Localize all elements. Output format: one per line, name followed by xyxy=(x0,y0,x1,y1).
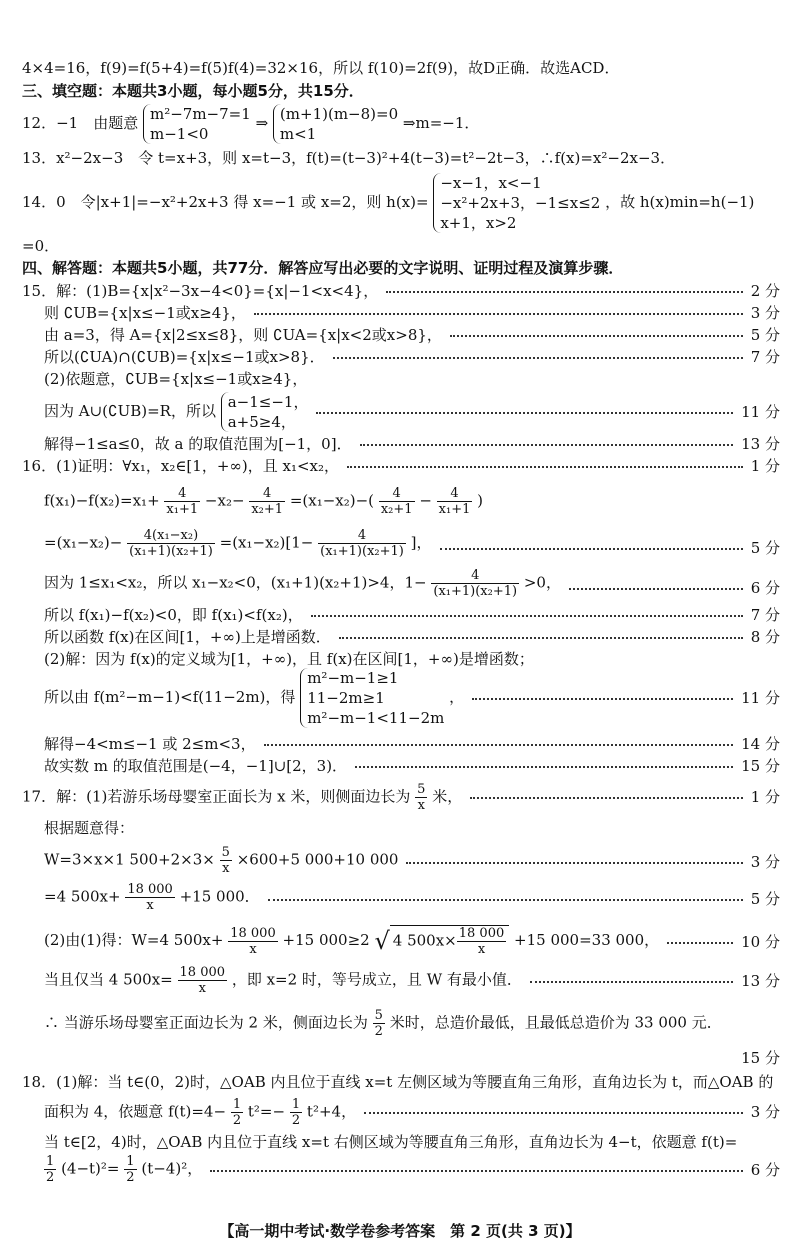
formula-line: (2)由(1)得：W=4 500x+ $\frac{18 000}{x}$ +15 000≥2 √ 4 500x× $\frac{18 000}{x}$ +15 000=33 000， xyxy=(44,925,660,957)
score-mark: 3 分 xyxy=(750,1103,780,1121)
text-line: 当 t∈[2，4)时，△OAB 内且位于直线 x=t 右侧区域为等腰直角三角形，直角边长为 4−t，依题意 f(t)= xyxy=(44,1133,738,1151)
fraction: $\frac{4}{\text{x₁+1}}$ xyxy=(438,486,471,517)
text-line: (2)解：因为 f(x)的定义域为[1，+∞)，且 f(x)在区间[1，+∞)是增函数； xyxy=(44,650,534,668)
formula-line: 17．解：(1)若游乐场母婴室正面长为 x 米，则侧面边长为 $\frac{5}{x}$ 米， xyxy=(22,782,463,813)
fraction: $\frac{1}{2}$ xyxy=(232,1097,242,1128)
equation-system: a−1≤−1， a+5≥4， xyxy=(221,392,309,432)
score-mark: 13 分 xyxy=(741,972,780,990)
dotted-leader xyxy=(472,694,733,700)
dotted-leader xyxy=(440,544,743,550)
score-mark: 14 分 xyxy=(741,735,780,753)
section-heading: 四、解答题：本题共5小题，共77分．解答应写出必要的文字说明、证明过程及演算步骤． xyxy=(22,259,624,277)
formula-line: =(x₁−x₂)− $\frac{\text{4(x₁−x₂)}}{\text{(x₁+1)(x₂+1)}}$ =(x₁−x₂)[1− $\frac{4}{\text{(x₁+1)(x₂+1)}}$ ]， xyxy=(44,528,432,559)
inequality-system: m²−m−1≥1 11−2m≥1 m²−m−1<11−2m xyxy=(300,668,444,728)
dotted-leader xyxy=(470,793,742,799)
fraction: $\frac{5}{2}$ xyxy=(374,1008,383,1039)
score-mark: 5 分 xyxy=(750,326,780,344)
fraction: $\frac{5}{x}$ xyxy=(221,845,230,876)
formula-line: W=3×x×1 500+2×3× $\frac{5}{x}$ ×600+5 000+10 000 xyxy=(44,845,399,876)
text-line: =0． xyxy=(22,237,60,255)
equation-system: m²−7m−7=1 m−1<0 xyxy=(143,104,251,144)
text-line: 解得−4<m≤−1 或 2≤m<3， xyxy=(44,735,256,753)
formula-line: 所以由 f(m²−m−1)<f(11−2m)，得 m²−m−1≥1 11−2m≥1 m²−m−1<11−2m ， xyxy=(44,669,465,727)
text-line: 根据题意得： xyxy=(44,819,135,837)
score-mark: 2 分 xyxy=(750,282,780,300)
radicand: 4 500x× $\frac{18 000}{x}$ xyxy=(390,925,509,957)
problem-12: 12．−1 由题意 m²−7m−7=1 m−1<0 ⇒ (m+1)(m−8)=0 m<1 ⇒m=−1． xyxy=(22,105,480,143)
score-mark: 11 分 xyxy=(741,689,780,707)
score-mark: 7 分 xyxy=(750,348,780,366)
score-mark: 15 分 xyxy=(741,757,780,775)
text-line: 所以(∁UA)∩(∁UB)={x|x≤−1或x>8}． xyxy=(44,348,325,366)
score-mark: 5 分 xyxy=(750,539,780,557)
fraction: $\frac{4}{\text{x₁+1}}$ xyxy=(166,486,199,517)
fraction: $\frac{18 000}{x}$ xyxy=(458,926,505,957)
fraction: $\frac{1}{2}$ xyxy=(126,1154,135,1185)
fraction: $\frac{18 000}{x}$ xyxy=(230,925,276,957)
dotted-leader xyxy=(667,938,733,944)
fraction: $\frac{1}{2}$ xyxy=(46,1154,55,1185)
formula-line: $\frac{1}{2}$ (4−t)²= $\frac{1}{2}$ (t−4)²， xyxy=(46,1154,203,1185)
formula-line: 当且仅当 4 500x= $\frac{18 000}{x}$ ，即 x=2 时，等号成立，且 W 有最小值． xyxy=(44,965,522,996)
dotted-leader xyxy=(530,977,733,983)
formula-line: 面积为 4，依题意 f(t)=4− $\frac{1}{2}$ t²=− $\frac{1}{2}$ t²+4， xyxy=(44,1097,357,1128)
score-mark: 13 分 xyxy=(741,435,780,453)
dotted-leader xyxy=(355,762,733,768)
formula-line: 因为 1≤x₁<x₂，所以 x₁−x₂<0，(x₁+1)(x₂+1)>4，1− $\frac{4}{\text{(x₁+1)(x₂+1)}}$ >0， xyxy=(44,568,561,599)
score-mark: 1 分 xyxy=(750,457,780,475)
text-line: 由 a=3，得 A={x|2≤x≤8}，则 ∁UA={x|x<2或x>8}， xyxy=(44,326,442,344)
dotted-leader xyxy=(268,895,743,901)
score-mark: 3 分 xyxy=(750,853,780,871)
text-line: 因为 A∪(∁UB)=R，所以 a−1≤−1， a+5≥4， xyxy=(44,393,309,431)
text-line: 解得−1≤a≤0，故 a 的取值范围为[−1，0]． xyxy=(44,435,352,453)
fraction: $\frac{18 000}{x}$ xyxy=(127,882,173,913)
dotted-leader xyxy=(360,440,734,446)
text-line: 4×4=16，f(9)=f(5+4)=f(5)f(4)=32×16，所以 f(10)=2f(9)，故D正确．故选ACD． xyxy=(22,59,620,77)
section-heading: 三、填空题：本题共3小题，每小题5分，共15分． xyxy=(22,82,364,100)
problem-13: 13．x²−2x−3 令 t=x+3，则 x=t−3，f(t)=(t−3)²+4(t−3)=t²−2t−3，∴f(x)=x²−2x−3． xyxy=(22,149,676,167)
page-footer: 【高一期中考试·数学卷参考答案 第 2 页(共 3 页)】 xyxy=(219,1222,581,1240)
text-line: 15．解：(1)B={x|x²−3x−4<0}={x|−1<x<4}， xyxy=(22,282,379,300)
dotted-leader xyxy=(364,1108,743,1114)
dotted-leader xyxy=(316,408,733,414)
text-line: 所以函数 f(x)在区间[1，+∞)上是增函数． xyxy=(44,628,331,646)
formula-line: =4 500x+ $\frac{18 000}{x}$ +15 000． xyxy=(44,882,260,913)
formula-line: ∴ 当游乐场母婴室正面边长为 2 米，侧面边长为 $\frac{5}{2}$ 米时，总造价最低，且最低总造价为 33 000 元． xyxy=(44,1008,722,1039)
piecewise-function: −x−1，x<−1 −x²+2x+3，−1≤x≤2 x+1，x>2 xyxy=(433,173,600,233)
dotted-leader xyxy=(210,1166,742,1172)
score-mark: 15 分 xyxy=(741,1049,780,1067)
fraction: $\frac{4}{\text{x₂+1}}$ xyxy=(380,486,413,517)
fraction: $\frac{4}{\text{(x₁+1)(x₂+1)}}$ xyxy=(433,568,518,599)
fraction: $\frac{18 000}{x}$ xyxy=(179,965,226,996)
dotted-leader xyxy=(406,858,742,864)
problem-14: 14．0 令|x+1|=−x²+2x+3 得 x=−1 或 x=2，则 h(x)= −x−1，x<−1 −x²+2x+3，−1≤x≤2 x+1，x>2 ，故 h(x)min=h(−1) xyxy=(22,174,755,232)
dotted-leader xyxy=(339,633,743,639)
sqrt-icon: √ xyxy=(374,927,390,955)
score-mark: 6 分 xyxy=(750,1161,780,1179)
fraction: $\frac{4}{\text{(x₁+1)(x₂+1)}}$ xyxy=(320,528,404,559)
dotted-leader xyxy=(450,331,743,337)
text-line: 所以 f(x₁)−f(x₂)<0，即 f(x₁)<f(x₂)， xyxy=(44,606,303,624)
score-mark: 8 分 xyxy=(750,628,780,646)
formula-line: f(x₁)−f(x₂)=x₁+ $\frac{4}{\text{x₁+1}}$ −x₂− $\frac{4}{\text{x₂+1}}$ =(x₁−x₂)−( $\frac{4}{\text{x₂+1}}$ − $\frac{4}{\text{x₁+1}}$ ) xyxy=(44,486,484,517)
score-mark: 10 分 xyxy=(741,933,780,951)
text-line: (2)依题意，∁UB={x|x≤−1或x≥4}， xyxy=(44,370,308,388)
text-line: 则 ∁UB={x|x≤−1或x≥4}， xyxy=(44,304,246,322)
equation-system: (m+1)(m−8)=0 m<1 xyxy=(273,104,398,144)
fraction: $\frac{4}{\text{x₂+1}}$ xyxy=(251,486,284,517)
dotted-leader xyxy=(254,309,743,315)
text-line: 16．(1)证明：∀x₁，x₂∈[1，+∞)，且 x₁<x₂， xyxy=(22,457,340,475)
dotted-leader xyxy=(347,462,743,468)
dotted-leader xyxy=(311,611,743,617)
text-line: 18．(1)解：当 t∈(0，2)时，△OAB 内且位于直线 x=t 左侧区域为等腰直角三角形，直角边长为 t，而△OAB 的 xyxy=(22,1073,774,1091)
fraction: $\frac{\text{4(x₁−x₂)}}{\text{(x₁+1)(x₂+1)}}$ xyxy=(129,528,213,559)
fraction: $\frac{1}{2}$ xyxy=(291,1097,301,1128)
dotted-leader xyxy=(569,584,743,590)
fraction: $\frac{5}{x}$ xyxy=(417,782,426,813)
score-mark: 7 分 xyxy=(750,606,780,624)
score-mark: 6 分 xyxy=(750,579,780,597)
score-mark: 11 分 xyxy=(741,403,780,421)
text-line: 故实数 m 的取值范围是(−4，−1]∪[2，3)． xyxy=(44,757,348,775)
dotted-leader xyxy=(333,353,743,359)
score-mark: 5 分 xyxy=(750,890,780,908)
score-mark: 3 分 xyxy=(750,304,780,322)
score-mark: 1 分 xyxy=(750,788,780,806)
dotted-leader xyxy=(386,287,742,293)
dotted-leader xyxy=(264,740,734,746)
